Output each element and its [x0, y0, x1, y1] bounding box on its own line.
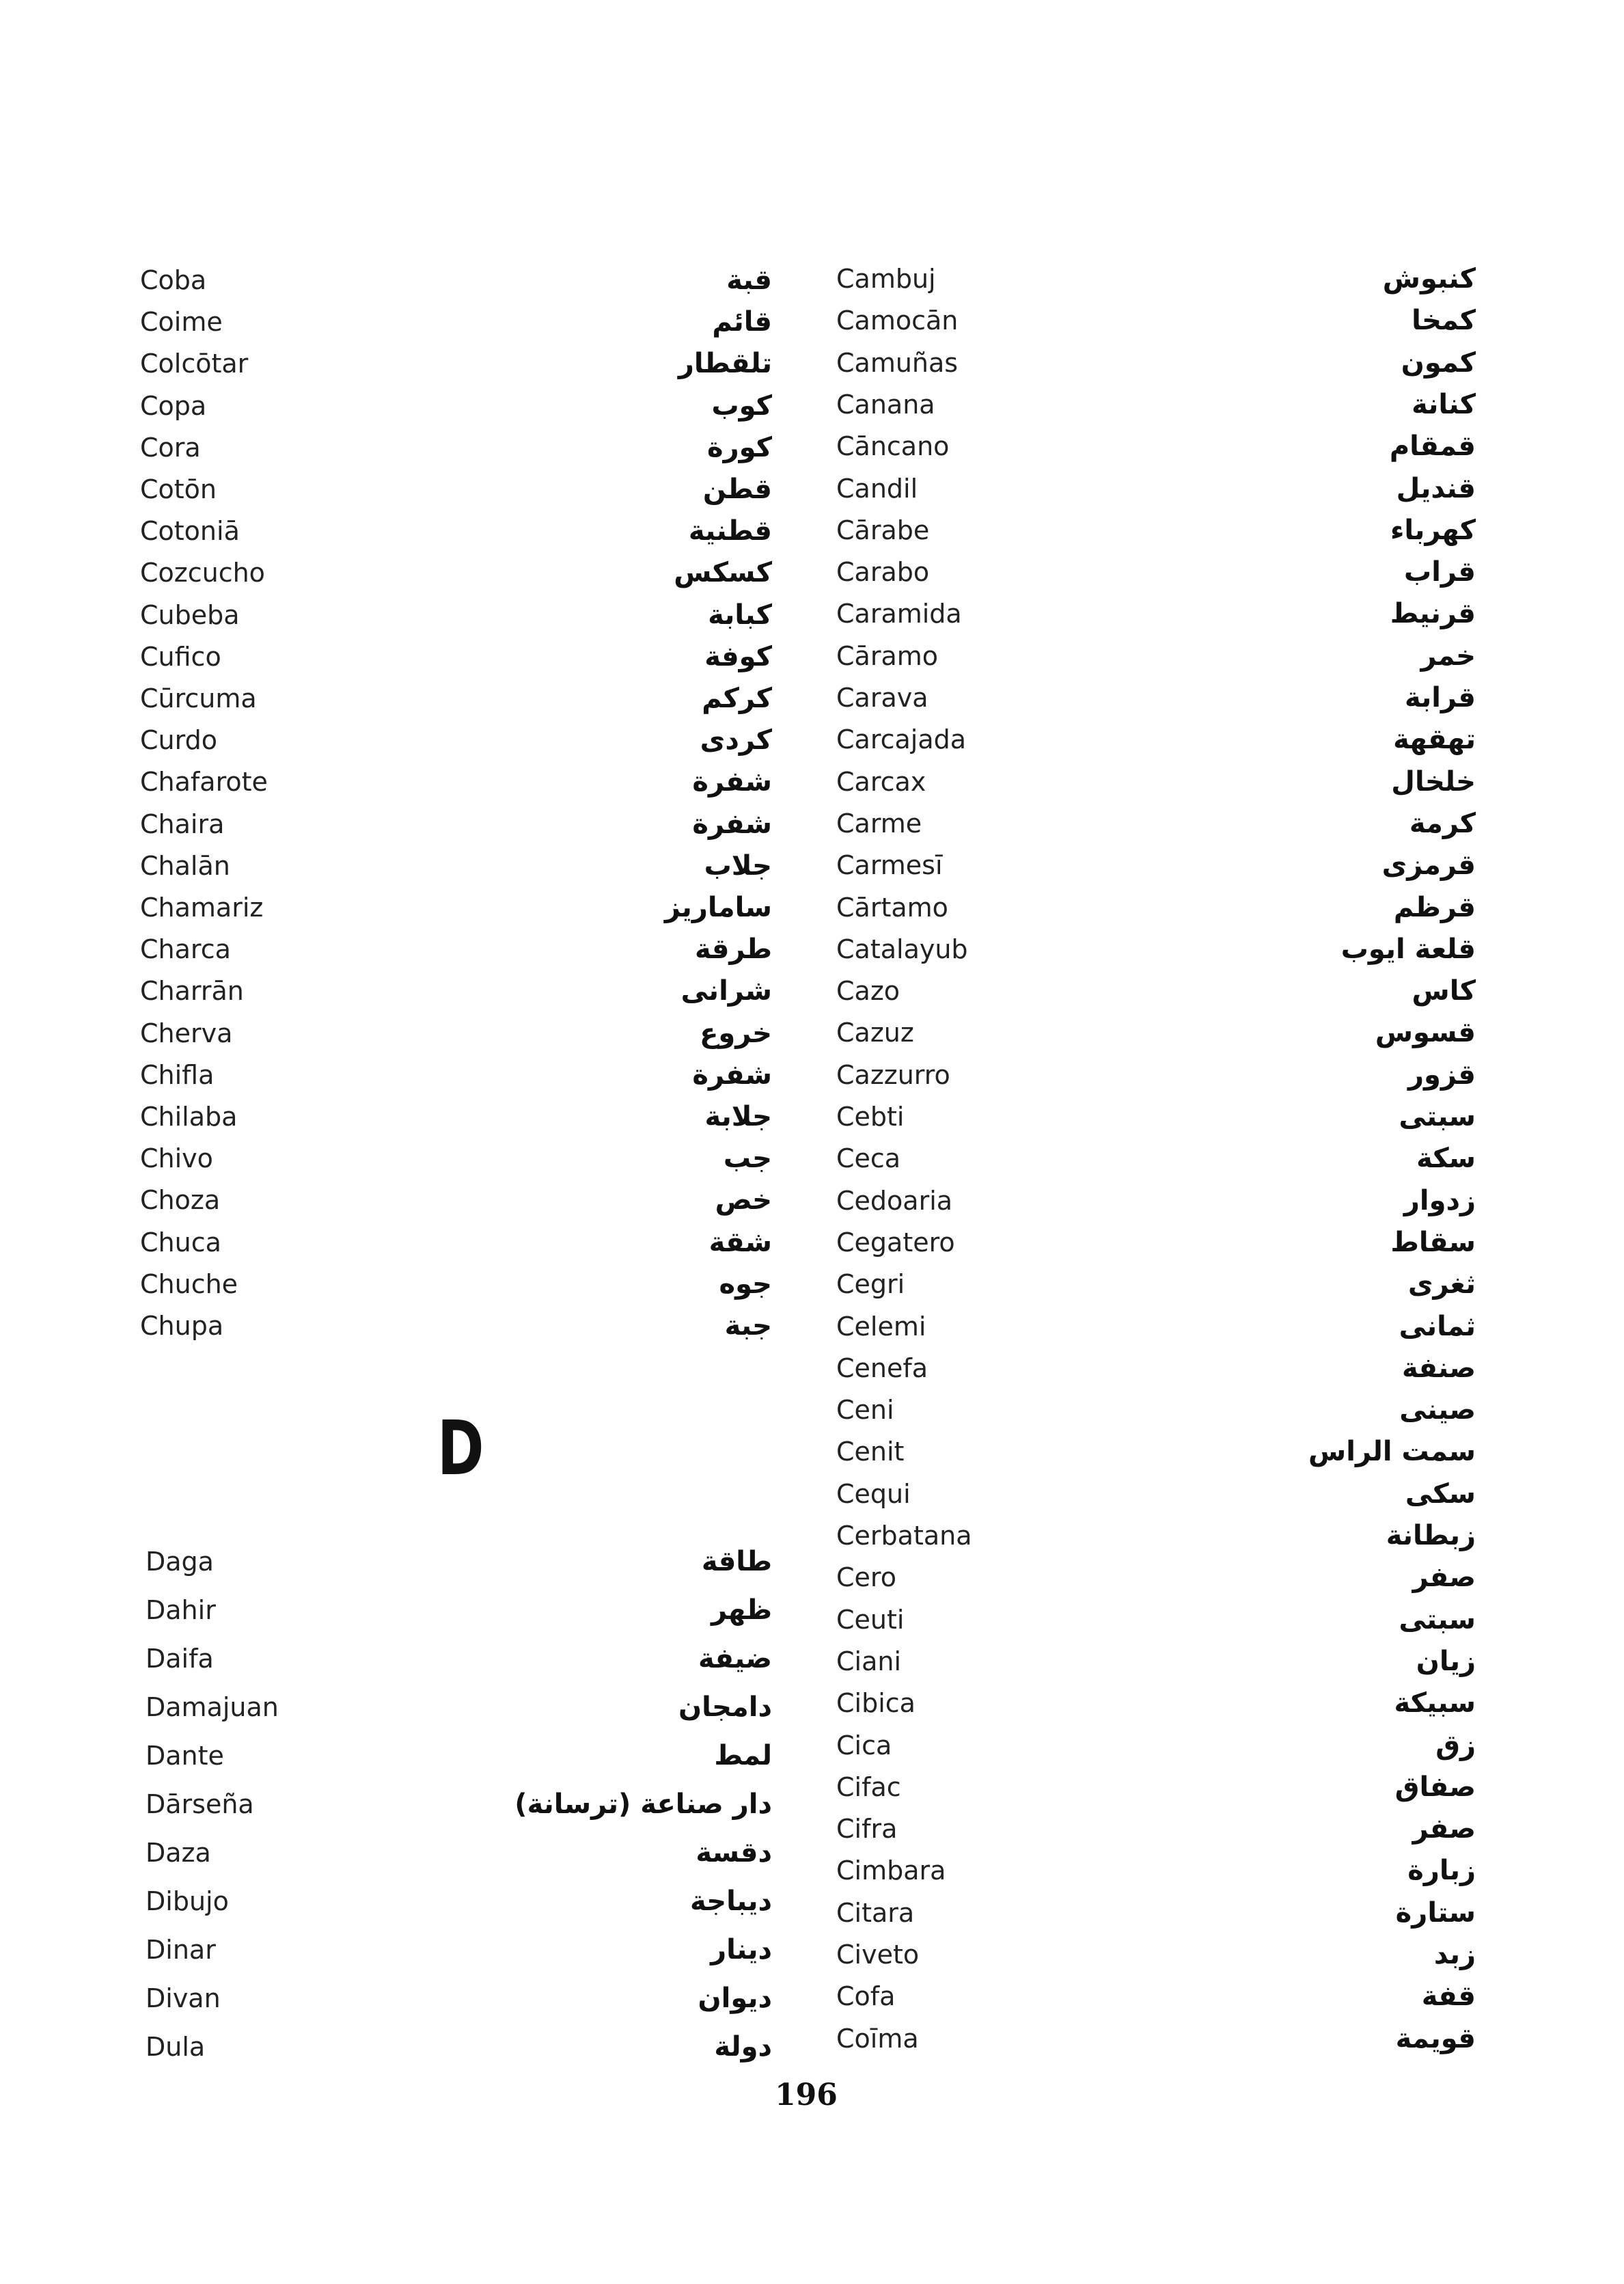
spanish-term: Chuca	[140, 1227, 221, 1257]
spanish-term: Carabo	[836, 557, 930, 587]
spanish-term: Cifac	[836, 1772, 901, 1802]
spanish-term: Coba	[140, 265, 207, 295]
spanish-term: Chivo	[140, 1143, 213, 1173]
spanish-term: Dinar	[146, 1935, 216, 1965]
arabic-term: خمر	[1420, 640, 1476, 672]
arabic-term: طرقة	[694, 934, 772, 965]
arabic-term: صفر	[1412, 1813, 1476, 1845]
arabic-term: كسكس	[674, 557, 772, 588]
arabic-term: قراب	[1404, 556, 1476, 588]
arabic-term: تلقطار	[678, 348, 772, 379]
arabic-term: قائم	[712, 306, 772, 338]
arabic-term: جبة	[724, 1310, 772, 1342]
spanish-term: Curdo	[140, 725, 217, 755]
spanish-term: Cofa	[836, 1981, 896, 2011]
arabic-term: خروع	[700, 1018, 772, 1049]
spanish-term: Dante	[146, 1741, 224, 1771]
arabic-term: قلعة ايوب	[1340, 934, 1476, 965]
arabic-term: زق	[1435, 1730, 1476, 1761]
arabic-term: كبابة	[708, 599, 772, 631]
spanish-term: Charrān	[140, 976, 244, 1006]
arabic-term: صفر	[1412, 1562, 1476, 1593]
arabic-term: سكى	[1405, 1478, 1476, 1510]
arabic-term: قطنية	[688, 515, 772, 547]
arabic-term: قرظم	[1393, 892, 1476, 923]
spanish-term: Cambuj	[836, 264, 936, 294]
arabic-term: قفة	[1421, 1981, 1476, 2012]
arabic-term: شفرة	[692, 766, 772, 798]
arabic-term: دقسة	[696, 1837, 772, 1868]
arabic-term: قبة	[726, 264, 772, 296]
arabic-term: قرابة	[1404, 682, 1476, 713]
arabic-term: كرمة	[1409, 808, 1476, 839]
arabic-term: تهقهة	[1393, 724, 1476, 755]
spanish-term: Ceuti	[836, 1605, 905, 1635]
arabic-term: كنبوش	[1382, 263, 1476, 295]
spanish-term: Cāncano	[836, 431, 950, 461]
arabic-term: قرنيط	[1390, 598, 1476, 629]
arabic-term: قرمزى	[1381, 849, 1476, 881]
spanish-term: Cenefa	[836, 1353, 928, 1383]
spanish-term: Coime	[140, 307, 223, 337]
arabic-term: سقاط	[1390, 1227, 1476, 1258]
spanish-term: Cazzurro	[836, 1060, 950, 1090]
spanish-term: Daza	[146, 1838, 211, 1868]
arabic-term: سبتى	[1399, 1604, 1476, 1635]
arabic-term: سكة	[1416, 1143, 1476, 1174]
arabic-term: دار صناعة (ترسانة)	[514, 1789, 772, 1820]
spanish-term: Choza	[140, 1185, 221, 1215]
arabic-term: سبيكة	[1394, 1687, 1476, 1719]
spanish-term: Chifla	[140, 1060, 215, 1090]
spanish-term: Cebti	[836, 1102, 905, 1132]
spanish-term: Cāramo	[836, 641, 938, 671]
spanish-term: Cenit	[836, 1437, 905, 1467]
spanish-term: Charca	[140, 934, 231, 964]
arabic-term: قويمة	[1395, 2023, 1476, 2054]
spanish-term: Caramida	[836, 599, 962, 629]
arabic-term: زبد	[1433, 1939, 1476, 1970]
arabic-term: سمت الراس	[1308, 1436, 1476, 1467]
arabic-term: ضيفة	[698, 1643, 772, 1674]
spanish-term: Dahir	[146, 1595, 216, 1625]
arabic-term: كهرباء	[1390, 515, 1476, 546]
spanish-term: Cerbatana	[836, 1521, 972, 1551]
spanish-term: Cegatero	[836, 1227, 955, 1257]
spanish-term: Chaira	[140, 809, 225, 839]
arabic-term: شرانى	[680, 975, 772, 1007]
arabic-term: زبارة	[1407, 1855, 1476, 1886]
spanish-term: Cherva	[140, 1018, 233, 1048]
section-letter: D	[437, 1404, 484, 1492]
spanish-term: Chuche	[140, 1269, 238, 1299]
spanish-term: Citara	[836, 1898, 915, 1928]
spanish-term: Damajuan	[146, 1692, 279, 1722]
spanish-term: Cotōn	[140, 474, 217, 504]
spanish-term: Cazuz	[836, 1018, 914, 1048]
spanish-term: Coīma	[836, 2024, 919, 2054]
spanish-term: Ciani	[836, 1646, 902, 1676]
spanish-term: Daifa	[146, 1644, 214, 1674]
arabic-term: دولة	[714, 2031, 772, 2063]
spanish-term: Cozcucho	[140, 558, 265, 588]
spanish-term: Cūrcuma	[140, 683, 257, 713]
spanish-term: Chalān	[140, 851, 230, 881]
arabic-term: كورة	[707, 432, 772, 463]
spanish-term: Carcajada	[836, 724, 967, 754]
spanish-term: Cotoniā	[140, 516, 240, 546]
arabic-term: خلخال	[1391, 766, 1476, 798]
spanish-term: Celemi	[836, 1311, 926, 1342]
arabic-term: كوب	[711, 390, 772, 422]
spanish-term: Carmesī	[836, 850, 943, 880]
spanish-term: Dula	[146, 2032, 206, 2062]
spanish-term: Cero	[836, 1562, 896, 1592]
arabic-term: صنفة	[1401, 1352, 1476, 1384]
arabic-term: ستارة	[1395, 1897, 1476, 1929]
arabic-term: قزور	[1408, 1059, 1476, 1091]
arabic-term: دينار	[711, 1934, 772, 1966]
spanish-term: Dārseña	[146, 1789, 254, 1819]
spanish-term: Cegri	[836, 1269, 905, 1299]
arabic-term: طاقة	[701, 1546, 772, 1577]
arabic-term: جب	[723, 1143, 772, 1174]
arabic-term: كمون	[1401, 347, 1476, 379]
arabic-term: ديباجة	[690, 1886, 772, 1917]
arabic-term: خص	[715, 1184, 772, 1216]
arabic-term: قطن	[702, 474, 772, 505]
spanish-term: Daga	[146, 1547, 214, 1577]
spanish-term: Carme	[836, 808, 922, 839]
spanish-term: Cedoaria	[836, 1186, 953, 1216]
arabic-term: قسوس	[1375, 1017, 1476, 1048]
spanish-term: Ceca	[836, 1143, 901, 1173]
spanish-term: Cimbara	[836, 1855, 946, 1886]
spanish-term: Chilaba	[140, 1102, 238, 1132]
spanish-term: Carcax	[836, 767, 926, 797]
spanish-term: Candil	[836, 474, 918, 504]
arabic-term: ديوان	[698, 1983, 772, 2014]
spanish-term: Cequi	[836, 1479, 911, 1509]
page-number: 196	[775, 2078, 838, 2112]
arabic-term: زبطانة	[1386, 1520, 1476, 1551]
arabic-term: جلابة	[704, 1101, 772, 1132]
spanish-term: Colcōtar	[140, 349, 249, 379]
arabic-term: شفرة	[692, 1059, 772, 1091]
arabic-term: ساماريز	[664, 892, 772, 923]
spanish-term: Divan	[146, 1983, 221, 2013]
arabic-term: ثمانى	[1399, 1311, 1476, 1342]
spanish-term: Cazo	[836, 976, 900, 1006]
arabic-term: شفرة	[692, 808, 772, 840]
arabic-term: ثغرى	[1407, 1268, 1476, 1300]
spanish-term: Copa	[140, 391, 207, 421]
spanish-term: Civeto	[836, 1940, 920, 1970]
arabic-term: دامجان	[678, 1691, 772, 1723]
spanish-term: Camuñas	[836, 348, 959, 378]
spanish-term: Cārabe	[836, 515, 930, 545]
arabic-term: كوفة	[704, 641, 772, 672]
spanish-term: Cufico	[140, 642, 221, 672]
arabic-term: قنديل	[1396, 473, 1476, 504]
arabic-term: كركم	[702, 683, 772, 714]
spanish-term: Cibica	[836, 1688, 916, 1718]
arabic-term: زدوار	[1403, 1185, 1476, 1216]
arabic-term: جلاب	[704, 850, 772, 882]
arabic-term: زيان	[1416, 1646, 1476, 1677]
spanish-term: Cica	[836, 1730, 892, 1760]
arabic-term: صفاق	[1394, 1771, 1476, 1803]
spanish-term: Chupa	[140, 1311, 224, 1341]
spanish-term: Chamariz	[140, 893, 264, 923]
arabic-term: شقة	[708, 1227, 772, 1258]
arabic-term: كمخا	[1412, 305, 1476, 336]
arabic-term: كنانة	[1412, 389, 1476, 420]
spanish-term: Carava	[836, 683, 928, 713]
spanish-term: Chafarote	[140, 767, 268, 797]
arabic-term: كاس	[1412, 975, 1476, 1007]
spanish-term: Canana	[836, 390, 935, 420]
arabic-term: قمقام	[1389, 431, 1476, 462]
spanish-term: Catalayub	[836, 934, 968, 964]
arabic-term: ظهر	[711, 1594, 772, 1626]
arabic-term: جوه	[719, 1268, 772, 1300]
arabic-term: لمط	[714, 1740, 772, 1771]
spanish-term: Cubeba	[140, 600, 240, 630]
spanish-term: Dibujo	[146, 1886, 229, 1916]
spanish-term: Cifra	[836, 1814, 898, 1844]
arabic-term: كردى	[700, 724, 772, 756]
spanish-term: Cora	[140, 433, 201, 463]
spanish-term: Camocān	[836, 305, 959, 336]
arabic-term: صينى	[1399, 1394, 1476, 1426]
arabic-term: سبتى	[1399, 1101, 1476, 1132]
spanish-term: Cārtamo	[836, 893, 948, 923]
spanish-term: Ceni	[836, 1395, 894, 1425]
